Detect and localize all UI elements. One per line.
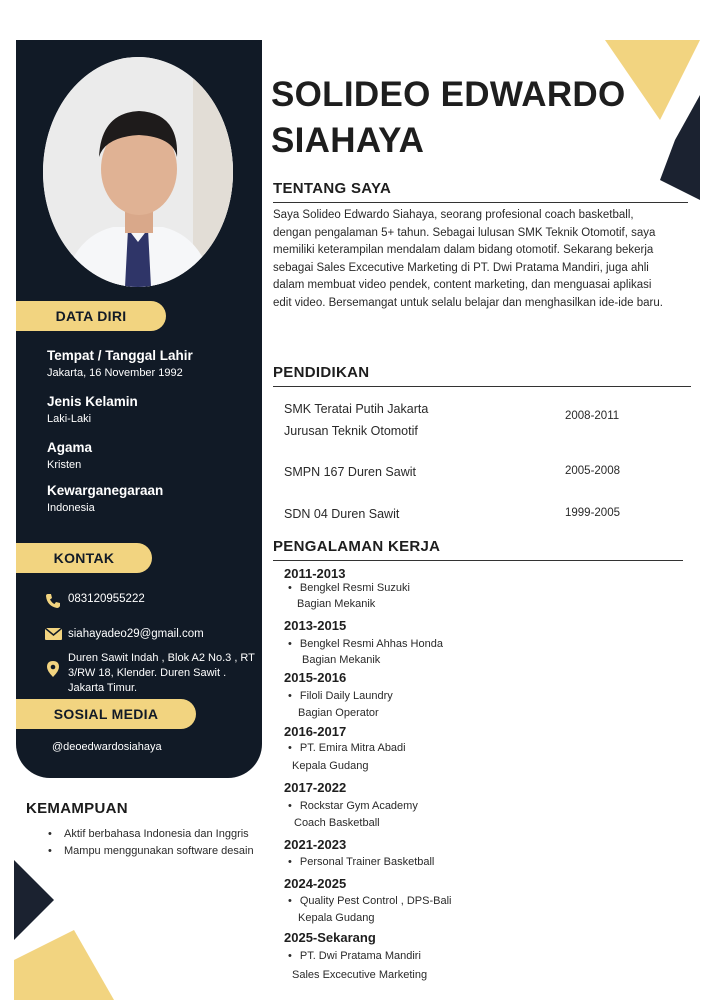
kontak-heading: KONTAK <box>16 543 152 573</box>
job-years: 2021-2023 <box>284 837 347 852</box>
email-icon <box>44 628 62 640</box>
job-place: • Bengkel Resmi Ahhas Honda <box>288 638 443 650</box>
field-label: Tempat / Tanggal Lahir <box>47 348 193 363</box>
job-place: • Quality Pest Control , DPS-Bali <box>288 895 451 907</box>
field-label: Agama <box>47 440 93 455</box>
job-place: • PT. Emira Mitra Abadi <box>288 742 406 754</box>
about-heading: TENTANG SAYA <box>273 180 392 197</box>
job-role: Bagian Mekanik <box>302 654 381 666</box>
job-years: 2024-2025 <box>284 876 347 891</box>
school-name: SDN 04 Duren Sawit <box>284 507 400 521</box>
phone-icon <box>44 593 62 609</box>
education-item <box>284 398 544 442</box>
job-years: 2015-2016 <box>284 670 347 685</box>
education-years: 1999-2005 <box>565 507 620 519</box>
field-nationality <box>47 483 163 514</box>
field-gender <box>47 394 138 425</box>
job-place: • Filoli Daily Laundry <box>288 690 393 702</box>
phone-number[interactable]: 083120955222 <box>68 593 145 605</box>
skills-list <box>48 827 258 861</box>
job-role: Coach Basketball <box>294 817 380 829</box>
about-divider <box>273 202 688 203</box>
education-years: 2008-2011 <box>565 410 620 422</box>
job-years: 2013-2015 <box>284 618 347 633</box>
address-text: Duren Sawit Indah , Blok A2 No.3 , RT 3/RW 18, Klender. Duren Sawit . Jakarta Timur. <box>68 652 255 694</box>
experience-divider <box>273 560 683 561</box>
education-divider <box>273 386 691 387</box>
education-years: 2005-2008 <box>565 465 620 477</box>
school-major: Jurusan Teknik Otomotif <box>284 424 418 438</box>
email-row <box>44 628 204 640</box>
location-pin-icon <box>44 651 62 677</box>
job-place: • Personal Trainer Basketball <box>288 856 434 868</box>
sosial-media-heading: SOSIAL MEDIA <box>16 699 196 729</box>
data-diri-heading: DATA DIRI <box>16 301 166 331</box>
job-role: Bagian Operator <box>298 707 379 719</box>
field-value: Indonesia <box>47 502 95 514</box>
field-religion <box>47 440 92 471</box>
school-name: SMK Teratai Putih Jakarta <box>284 402 429 416</box>
job-role: Bagian Mekanik <box>297 598 376 610</box>
field-label: Kewarganegaraan <box>47 483 164 498</box>
address-row <box>44 651 258 696</box>
skills-heading: KEMAMPUAN <box>26 800 128 817</box>
profile-photo <box>43 57 233 287</box>
skill-item: • Aktif berbahasa Indonesia dan Inggris <box>48 827 258 842</box>
field-value: Laki-Laki <box>47 413 92 425</box>
skill-item: • Mampu menggunakan software desain <box>48 844 258 859</box>
email-address[interactable]: siahayadeo29@gmail.com <box>68 628 204 640</box>
corner-decoration-bottom-left <box>14 860 114 1000</box>
phone-row <box>44 593 145 609</box>
field-birth <box>47 348 193 379</box>
job-role: Kepala Gudang <box>298 912 375 924</box>
field-value: Kristen <box>47 459 82 471</box>
experience-heading: PENGALAMAN KERJA <box>273 538 441 555</box>
job-role: Kepala Gudang <box>292 760 369 772</box>
job-years: 2011-2013 <box>284 566 346 581</box>
social-handle[interactable]: @deoedwardosiahaya <box>52 741 162 753</box>
candidate-name: SOLIDEO EDWARDO SIAHAYA <box>271 75 626 160</box>
job-place: • Rockstar Gym Academy <box>288 800 418 812</box>
job-place: • PT. Dwi Pratama Mandiri <box>288 950 421 962</box>
job-place: • Bengkel Resmi Suzuki <box>288 582 410 594</box>
education-heading: PENDIDIKAN <box>273 364 370 381</box>
job-years: 2017-2022 <box>284 780 347 795</box>
field-label: Jenis Kelamin <box>47 394 138 409</box>
field-value: Jakarta, 16 November 1992 <box>47 367 183 379</box>
job-years: 2016-2017 <box>284 724 347 739</box>
job-years: 2025-Sekarang <box>284 930 376 945</box>
school-name: SMPN 167 Duren Sawit <box>284 465 417 479</box>
job-role: Sales Excecutive Marketing <box>292 969 428 981</box>
about-text: Saya Solideo Edwardo Siahaya, seorang profesional coach basketball, dengan pengalaman 5+ tahun. Sebagai lulusan SMK Teknik Otomotif, saya memiliki keterampilan mendalam dalam bidang otomotif. Sekarang bekerja sebagai Sales Excecutive Marketing di PT. Dwi Pratama Mandiri, juga ahli dalam membuat video pendek, content marketing, dan menguasai aplikasi edit video. Bersemangat untuk selalu belajar dan menghasilkan ide-ide baru. <box>273 209 663 309</box>
